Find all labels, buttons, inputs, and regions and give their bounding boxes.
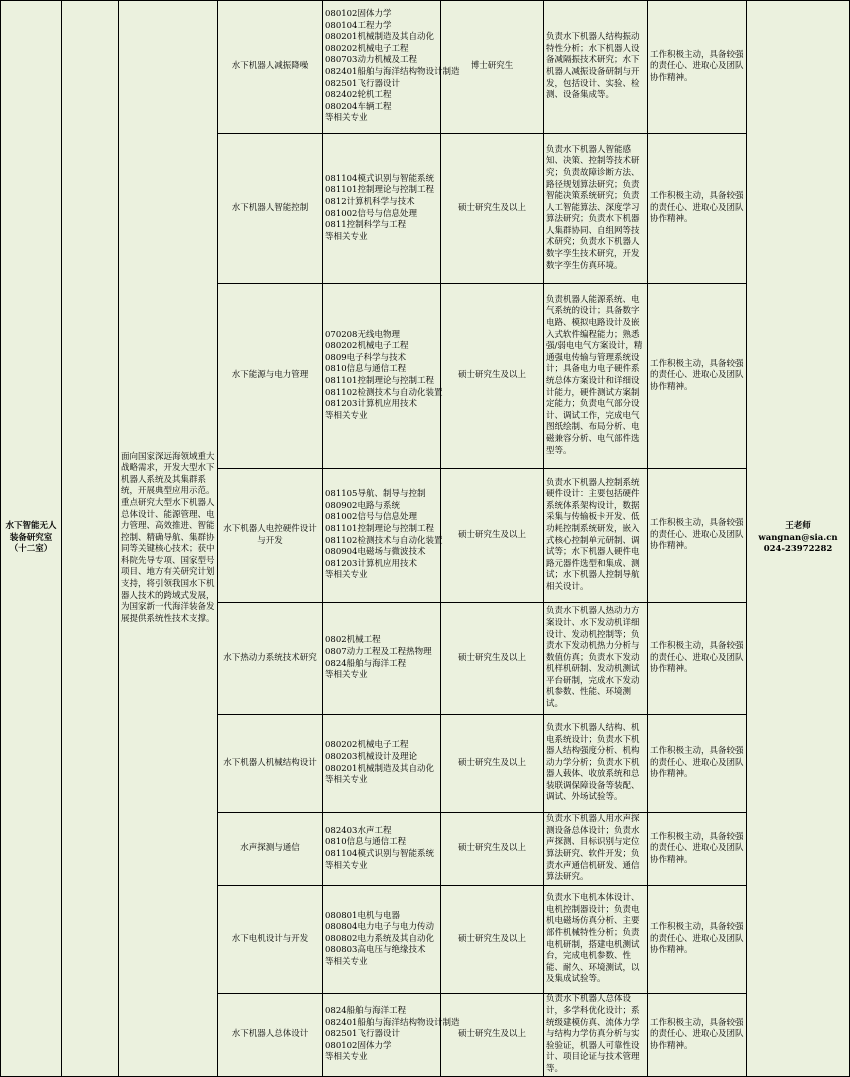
position-requirement: 工作积极主动，具备较强的责任心、进取心及团队协作精神。 bbox=[648, 813, 747, 886]
position-title: 水下能源与电力管理 bbox=[218, 284, 323, 469]
major-item: 080202机械电子工程 bbox=[325, 43, 409, 54]
major-item: 0811控制科学与工程 bbox=[325, 220, 407, 231]
position-degree: 硕士研究生及以上 bbox=[441, 715, 544, 813]
major-item: 0809电子科学与技术 bbox=[325, 352, 407, 363]
position-majors bbox=[323, 134, 441, 284]
major-item: 081105导航、制导与控制 bbox=[325, 489, 426, 500]
major-item: 080804电力电子与电力传动 bbox=[325, 922, 434, 933]
major-item: 等相关专业 bbox=[325, 113, 368, 124]
major-item: 080802电力系统及其自动化 bbox=[325, 933, 434, 944]
major-item: 0810信息与通信工程 bbox=[325, 837, 407, 848]
major-item: 等相关专业 bbox=[325, 670, 368, 681]
position-requirement: 工作积极主动，具备较强的责任心、进取心及团队协作精神。 bbox=[648, 994, 747, 1077]
major-item: 081102检测技术与自动化装置 bbox=[325, 535, 443, 546]
major-item: 081101控制理论与控制工程 bbox=[325, 523, 434, 534]
position-title: 水下热动力系统技术研究 bbox=[218, 603, 323, 715]
blank-column bbox=[62, 1, 119, 1077]
major-item: 080201机械制造及其自动化 bbox=[325, 32, 434, 43]
major-item: 0810信息与通信工程 bbox=[325, 364, 407, 375]
position-requirement: 工作积极主动，具备较强的责任心、进取心及团队协作精神。 bbox=[648, 1, 747, 134]
position-degree: 硕士研究生及以上 bbox=[441, 134, 544, 284]
major-item: 080202机械电子工程 bbox=[325, 341, 409, 352]
major-item: 081104模式识别与智能系统 bbox=[325, 849, 434, 859]
position-title: 水声探测与通信 bbox=[218, 813, 323, 886]
major-item: 等相关专业 bbox=[325, 231, 368, 242]
contact-phone: 024-23972282 bbox=[763, 544, 833, 555]
position-duty: 负责水下机器人控制系统硬件设计：主要包括硬件系统体系架构设计，数据采集与传输板卡开发、低功耗控制系统研发，嵌入式核心控制单元研制、调试等；水下机器人硬件电路元器件选型和集成、测试；水下机器人控制导航相关设计。 bbox=[544, 469, 648, 603]
major-item: 080204车辆工程 bbox=[325, 101, 392, 112]
position-majors bbox=[323, 469, 441, 603]
position-degree: 硕士研究生及以上 bbox=[441, 813, 544, 886]
position-duty: 负责水下机器人结构振动特性分析；水下机器人设备减隔振技术研究；水下机器人减振设备研制与开发，包括设计、实验、检测、设备集成等。 bbox=[544, 1, 648, 134]
position-requirement: 工作积极主动，具备较强的责任心、进取心及团队协作精神。 bbox=[648, 715, 747, 813]
major-item: 080202机械电子工程 bbox=[325, 740, 409, 751]
position-degree: 硕士研究生及以上 bbox=[441, 469, 544, 603]
major-item: 081102检测技术与自动化装置 bbox=[325, 387, 443, 398]
major-item: 等相关专业 bbox=[325, 956, 368, 967]
major-item: 080104工程力学 bbox=[325, 20, 392, 31]
major-item: 等相关专业 bbox=[325, 1052, 368, 1063]
lab-intro: 面向国家深远海领域重大战略需求，开发大型水下机器人系统及其集群系统，开展典型应用示范。重点研究大型水下机器人总体设计、能源管理、电力管理、高效推进、智能控制、精确导航、集群协同等关键核心技术；获中科院先导专项、国家型号项目、地方有关研究计划支持，将引领我国水下机器人技术的跨域式发展，为国家新一代海洋装备发展提供系统性技术支撑。 bbox=[119, 1, 218, 1077]
position-duty: 负责水下机器人用水声探测设备总体设计；负责水声探测、目标识别与定位算法研究、软件开发；负责水声通信机研发、通信算法研究。 bbox=[544, 813, 648, 886]
position-requirement: 工作积极主动，具备较强的责任心、进取心及团队协作精神。 bbox=[648, 134, 747, 284]
contact-info bbox=[747, 1, 850, 1077]
major-item: 080801电机与电器 bbox=[325, 910, 400, 921]
position-majors bbox=[323, 994, 460, 1077]
major-item: 0824船舶与海洋工程 bbox=[325, 658, 407, 669]
major-item: 等相关专业 bbox=[325, 570, 368, 581]
position-duty: 负责水下电机本体设计、电机控制器设计；负责电机电磁场仿真分析、主要部件机械特性分析；负责电机研制，搭建电机测试台，完成电机参数、性能、耐久、环境测试，以及集成试验等。 bbox=[544, 886, 648, 994]
position-majors bbox=[323, 886, 441, 994]
major-item: 080102固体力学 bbox=[325, 1040, 392, 1051]
major-item: 081101控制理论与控制工程 bbox=[325, 376, 434, 386]
position-title: 水下机器人智能控制 bbox=[218, 134, 323, 284]
major-item: 082403水声工程 bbox=[325, 825, 392, 836]
major-item: 080803高电压与绝缘技术 bbox=[325, 945, 426, 956]
major-item: 081002信号与信息处理 bbox=[325, 208, 417, 219]
position-degree: 硕士研究生及以上 bbox=[441, 994, 544, 1077]
position-majors bbox=[323, 284, 441, 469]
major-item: 082401船舶与海洋结构物设计制造 bbox=[325, 67, 460, 77]
contact-email: wangnan@sia.cn bbox=[758, 532, 838, 543]
position-requirement: 工作积极主动，具备较强的责任心、进取心及团队协作精神。 bbox=[648, 886, 747, 994]
position-duty: 负责水下机器人结构、机电系统设计；负责水下机器人结构强度分析、机构动力学分析；负责水下机器人载体、收放系统和总装联调保障设备等装配、调试、外场试验等。 bbox=[544, 715, 648, 813]
position-title: 水下电机设计与开发 bbox=[218, 886, 323, 994]
major-item: 080902电路与系统 bbox=[325, 500, 400, 511]
major-item: 等相关专业 bbox=[325, 860, 368, 871]
position-duty: 负责水下机器人智能感知、决策、控制等技术研究；负责故障诊断方法、路径规划算法研究；负责智能决策系统研究；负责人工智能算法、深度学习算法研究；负责水下机器人集群协同、自组网等技术研究；负责水下机器人数字孪生技术研究，开发数字孪生仿真环境。 bbox=[544, 134, 648, 284]
major-item: 082501飞行器设计 bbox=[325, 78, 400, 89]
position-majors bbox=[323, 813, 441, 886]
position-duty: 负责机器人能源系统、电气系统的设计；具备数字电路、模拟电路设计及嵌入式软件编程能力；熟悉强/弱电电气方案设计，精通强电传输与管理系统设计；具备电力电子硬件系统总体方案设计和详细设计能力，硬件测试方案制定能力；负责电气部分设计、调试工作，完成电气图纸绘制、布局分析、电磁兼容分析、电气部件选型等。 bbox=[544, 284, 648, 469]
major-item: 080703动力机械及工程 bbox=[325, 55, 417, 66]
position-requirement: 工作积极主动，具备较强的责任心、进取心及团队协作精神。 bbox=[648, 603, 747, 715]
major-item: 080904电磁场与微波技术 bbox=[325, 547, 426, 558]
major-item: 082402轮机工程 bbox=[325, 90, 392, 101]
position-degree: 硕士研究生及以上 bbox=[441, 886, 544, 994]
major-item: 等相关专业 bbox=[325, 410, 368, 421]
lab-name: 水下智能无人装备研究室（十二室） bbox=[1, 1, 62, 1077]
table-row bbox=[1, 1, 850, 134]
major-item: 081101控制理论与控制工程 bbox=[325, 185, 434, 196]
major-item: 0824船舶与海洋工程 bbox=[325, 1006, 407, 1017]
major-item: 081203计算机应用技术 bbox=[325, 558, 417, 569]
major-item: 080102固体力学 bbox=[325, 9, 392, 20]
major-item: 等相关专业 bbox=[325, 775, 368, 786]
major-item: 081203计算机应用技术 bbox=[325, 399, 417, 410]
position-requirement: 工作积极主动，具备较强的责任心、进取心及团队协作精神。 bbox=[648, 284, 747, 469]
major-item: 081104模式识别与智能系统 bbox=[325, 173, 434, 184]
position-title: 水下机器人机械结构设计 bbox=[218, 715, 323, 813]
position-majors bbox=[323, 1, 460, 134]
position-degree: 硕士研究生及以上 bbox=[441, 603, 544, 715]
position-degree: 硕士研究生及以上 bbox=[441, 284, 544, 469]
position-title: 水下机器人总体设计 bbox=[218, 994, 323, 1077]
major-item: 080203机械设计及理论 bbox=[325, 751, 417, 762]
major-item: 0802机械工程 bbox=[325, 635, 381, 646]
position-majors bbox=[323, 603, 441, 715]
position-duty: 负责水下机器人总体设计，多学科优化设计；系统级建模仿真、流体力学与结构力学仿真分析与实验验证，机器人可靠性设计、项目论证与技术管理等。 bbox=[544, 994, 648, 1077]
major-item: 081002信号与信息处理 bbox=[325, 512, 417, 523]
position-title: 水下机器人电控硬件设计与开发 bbox=[218, 469, 323, 603]
position-title: 水下机器人减振降噪 bbox=[218, 1, 323, 134]
major-item: 082501飞行器设计 bbox=[325, 1029, 400, 1040]
contact-name: 王老师 bbox=[785, 521, 811, 532]
position-duty: 负责水下机器人热动力方案设计、水下发动机详细设计、发动机控制等；负责水下发动机热力分析与数值仿真；负责水下发动机样机研制、发动机测试平台研制，完成水下发动机参数、性能、环境测试。 bbox=[544, 603, 648, 715]
position-majors bbox=[323, 715, 441, 813]
major-item: 070208无线电物理 bbox=[325, 329, 400, 340]
major-item: 082401船舶与海洋结构物设计制造 bbox=[325, 1017, 460, 1028]
major-item: 0812计算机科学与技术 bbox=[325, 196, 415, 207]
major-item: 0807动力工程及工程热物理 bbox=[325, 646, 432, 657]
major-item: 080201机械制造及其自动化 bbox=[325, 763, 434, 774]
position-degree: 博士研究生 bbox=[441, 1, 544, 134]
position-requirement: 工作积极主动，具备较强的责任心、进取心及团队协作精神。 bbox=[648, 469, 747, 603]
